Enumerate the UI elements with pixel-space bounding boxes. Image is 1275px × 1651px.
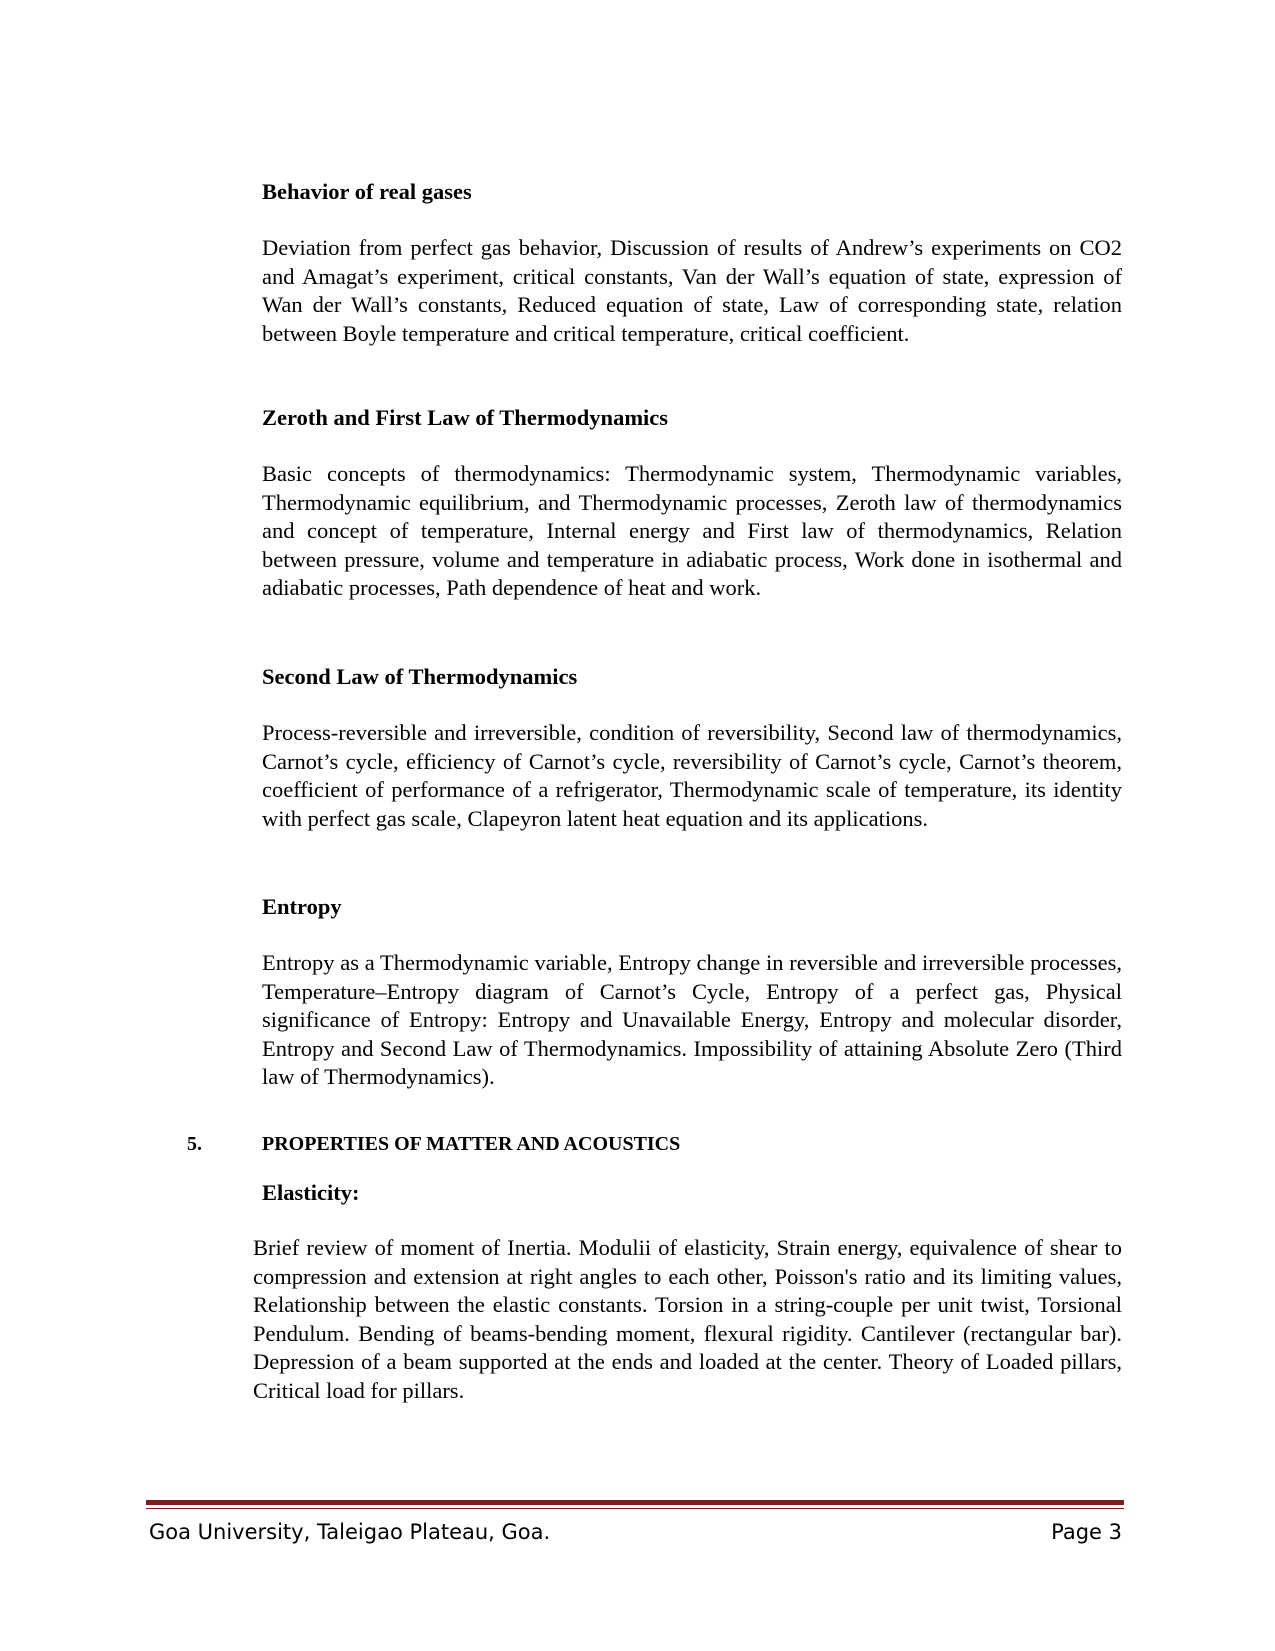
section-body-entropy: Entropy as a Thermodynamic variable, Entropy change in reversible and irreversible processes, Temperature–Entropy diagram of Carnot’s Cycle, Entropy of a perfect gas, Physical significance of Entropy: Entropy and Unavailable Energy, Entropy and molecular disorder, Entropy and Second Law of Thermodynamics. Impossibility of attaining Absolute Zero (Third law of Thermodynamics). (262, 950, 1122, 1090)
footer-institution: Goa University, Taleigao Plateau, Goa. (149, 1520, 551, 1544)
section-heading-second-law: Second Law of Thermodynamics (262, 664, 578, 689)
subsection-heading-elasticity: Elasticity: (262, 1180, 360, 1205)
section-body-real-gases: Deviation from perfect gas behavior, Discussion of results of Andrew’s experiments on CO2 and Amagat’s experiment, critical constants, Van der Wall’s equation of state, expression of Wan der Wall’s constants, Reduced equation of state, Law of corresponding state, relation between Boyle temperature and critical temperature, critical coefficient. (262, 235, 1122, 346)
subsection-body-elasticity: Brief review of moment of Inertia. Modulii of elasticity, Strain energy, equivalence of shear to compression and extension at right angles to each other, Poisson's ratio and its limiting values, Relationship between the elastic constants. Torsion in a string-couple per unit twist, Torsional Pendulum. Bending of beams-bending moment, flexural rigidity. Cantilever (rectangular bar). Depression of a beam supported at the ends and loaded at the center. Theory of Loaded pillars, Critical load for pillars. (253, 1235, 1122, 1403)
footer-page-number: Page 3 (1051, 1520, 1122, 1544)
major-section-number: 5. (187, 1133, 202, 1155)
major-section-title: PROPERTIES OF MATTER AND ACOUSTICS (262, 1133, 681, 1155)
footer-rule-thin (146, 1508, 1124, 1509)
section-body-zeroth-first-law: Basic concepts of thermodynamics: Thermodynamic system, Thermodynamic variables, Thermodynamic equilibrium, and Thermodynamic processes, Zeroth law of thermodynamics and concept of temperature, Internal energy and First law of thermodynamics, Relation between pressure, volume and temperature in adiabatic process, Work done in isothermal and adiabatic processes, Path dependence of heat and work. (262, 461, 1122, 601)
footer-rule-thick (146, 1500, 1124, 1505)
section-heading-zeroth-first-law: Zeroth and First Law of Thermodynamics (262, 405, 669, 430)
section-heading-entropy: Entropy (262, 894, 342, 919)
section-body-second-law: Process-reversible and irreversible, condition of reversibility, Second law of thermodynamics, Carnot’s cycle, efficiency of Carnot’s cycle, reversibility of Carnot’s cycle, Carnot’s theorem, coefficient of performance of a refrigerator, Thermodynamic scale of temperature, its identity with perfect gas scale, Clapeyron latent heat equation and its applications. (262, 720, 1122, 831)
section-heading-real-gases: Behavior of real gases (262, 179, 472, 204)
